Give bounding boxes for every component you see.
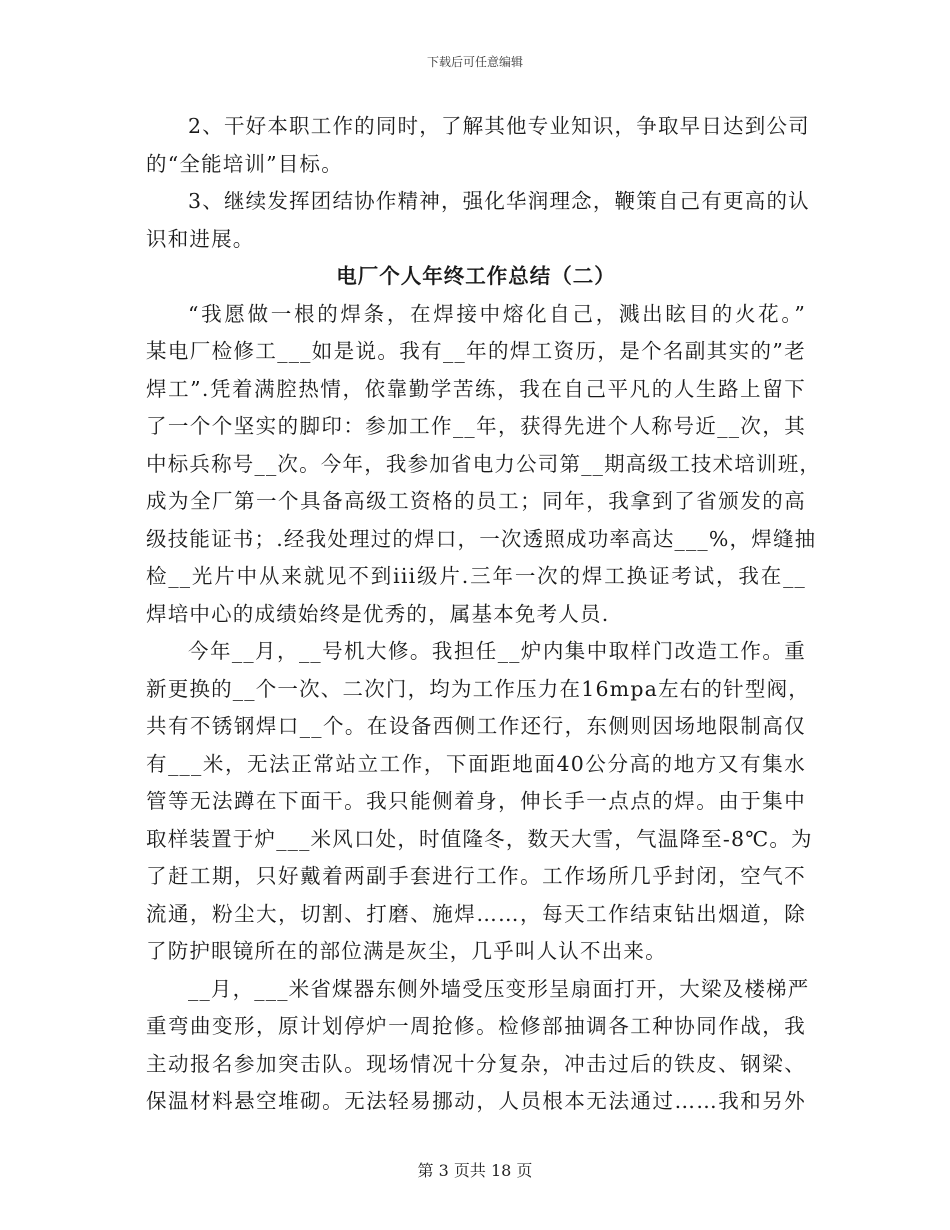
paragraph-line: 主动报名参加突击队。现场情况十分复杂，冲击过后的铁皮、钢梁、 <box>146 1051 806 1076</box>
paragraph-line: 流通，粉尘大，切割、打磨、施焊……，每天工作结束钻出烟道，除 <box>146 901 806 926</box>
paragraph-line: 有___米，无法正常站立工作，下面距地面40公分高的地方又有集水 <box>146 751 806 776</box>
paragraph-line: 焊培中心的成绩始终是优秀的，属基本免考人员. <box>146 601 610 626</box>
section-title: 电厂个人年终工作总结（二） <box>336 264 616 288</box>
paragraph-line: 共有不锈钢焊口__个。在设备西侧工作还行，东侧则因场地限制高仅 <box>146 714 806 738</box>
paragraph-line: 识和进展。 <box>146 226 255 251</box>
paragraph-line: 新更换的__个一次、二次门，均为工作压力在16mpa左右的针型阀， <box>146 676 810 701</box>
paragraph-line: 了防护眼镜所在的部位满是灰尘，几乎叫人认不出来。 <box>146 939 667 963</box>
paragraph-line: 了赶工期，只好戴着两副手套进行工作。工作场所几乎封闭，空气不 <box>146 864 806 888</box>
page-header: 下载后可任意编辑 <box>426 55 523 69</box>
page-footer: 第 3 页共 18 页 <box>417 1161 533 1180</box>
paragraph-line: “我愿做一根的焊条，在焊接中熔化自己，溅出眩目的火花。” <box>188 301 806 326</box>
document-body <box>146 108 822 1121</box>
paragraph-line: 了一个个坚实的脚印：参加工作__年，获得先进个人称号近__次，其 <box>146 414 806 438</box>
paragraph-line: 的“全能培训”目标。 <box>146 151 343 176</box>
paragraph-line: 重弯曲变形，原计划停炉一周抢修。检修部抽调各工种协同作战，我 <box>146 1014 806 1038</box>
paragraph-line: 焊工”.凭着满腔热情，依靠勤学苦练，我在自己平凡的人生路上留下 <box>146 376 806 401</box>
paragraph-line: 今年__月，__号机大修。我担任__炉内集中取样门改造工作。重 <box>188 639 806 663</box>
paragraph-line: 成为全厂第一个具备高级工资格的员工；同年，我拿到了省颁发的高 <box>146 489 806 513</box>
paragraph-line: __月，___米省煤器东侧外墙受压变形呈扇面打开，大梁及楼梯严 <box>188 976 810 1001</box>
paragraph-line: 某电厂检修工___如是说。我有__年的焊工资历，是个名副其实的”老 <box>146 339 806 363</box>
paragraph-line: 3、继续发挥团结协作精神，强化华润理念，鞭策自己有更高的认 <box>188 189 810 213</box>
paragraph-line: 取样装置于炉___米风口处，时值隆冬，数天大雪，气温降至-8℃。为 <box>146 826 813 851</box>
paragraph-line: 中标兵称号__次。今年，我参加省电力公司第__期高级工技术培训班， <box>146 451 822 476</box>
paragraph-line: 级技能证书；.经我处理过的焊口，一次透照成功率高达___%，焊缝抽 <box>146 526 817 551</box>
paragraph-line: 保温材料悬空堆砌。无法轻易挪动，人员根本无法通过……我和另外 <box>146 1089 806 1113</box>
paragraph-line: 管等无法蹲在下面干。我只能侧着身，伸长手一点点的焊。由于集中 <box>146 789 806 813</box>
paragraph-line: 2、干好本职工作的同时，了解其他专业知识，争取早日达到公司 <box>188 114 810 138</box>
paragraph-line: 检__光片中从来就见不到iii级片.三年一次的焊工换证考试，我在__ <box>146 564 806 588</box>
